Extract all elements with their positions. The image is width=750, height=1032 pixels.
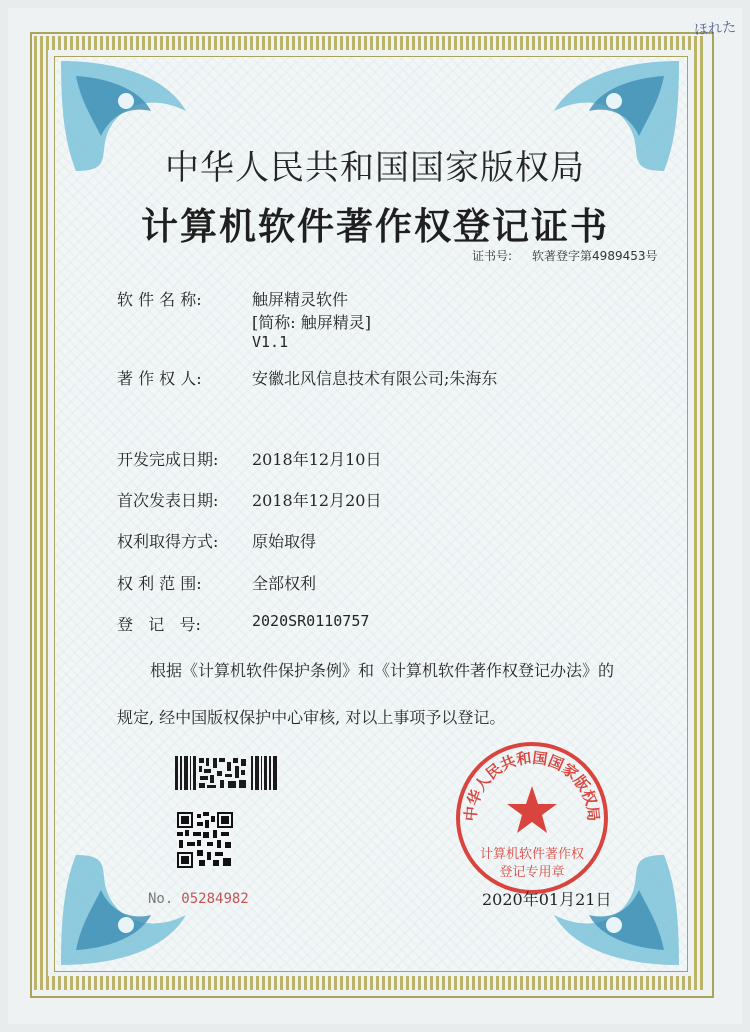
field-label: 登 记 号:	[117, 615, 201, 634]
field-completion-date	[117, 447, 382, 470]
field-value: 原始取得	[252, 532, 317, 551]
certificate-title: 计算机软件著作权登记证书	[141, 204, 609, 248]
field-rights-scope	[117, 571, 317, 594]
official-seal	[452, 738, 612, 898]
seal-line-1: 计算机软件著作权	[479, 847, 585, 862]
field-acquisition-method	[117, 529, 317, 552]
field-value: 2018年12月20日	[252, 491, 382, 510]
field-value: 安徽北风信息技术有限公司;朱海东	[252, 369, 498, 388]
serial-number	[148, 891, 249, 907]
field-value: 2020SR0110757	[252, 612, 370, 630]
software-version: V1.1	[252, 333, 289, 351]
handwritten-note: ほれた	[693, 19, 737, 39]
certificate-number-label: 证书号:	[472, 249, 513, 263]
statement-line-2: 规定, 经中国版权保护中心审核, 对以上事项予以登记。	[117, 708, 506, 727]
field-value: 2018年12月10日	[252, 450, 382, 469]
field-label: 软 件 名 称:	[117, 290, 202, 309]
certificate-number-value: 软著登字第4989453号	[532, 249, 658, 263]
software-short-name: [简称: 触屏精灵]	[252, 313, 371, 332]
field-label: 权利取得方式:	[117, 532, 219, 551]
serial-value: 05284982	[181, 891, 249, 907]
field-publish-date	[117, 488, 382, 511]
field-software-name	[117, 287, 349, 310]
certificate-number	[472, 247, 658, 264]
qr-code	[177, 812, 233, 868]
barcode	[175, 756, 277, 790]
seal-outer-text: 中华人民共和国国家版权局	[461, 748, 603, 822]
field-label: 首次发表日期:	[117, 491, 219, 510]
seal-line-2: 登记专用章	[499, 865, 565, 880]
field-label: 著 作 权 人:	[117, 369, 202, 388]
field-value: 触屏精灵软件	[252, 290, 349, 309]
serial-prefix: No.	[148, 891, 174, 907]
field-copyright-holder	[117, 366, 498, 389]
issue-date: 2020年01月21日	[482, 890, 612, 909]
field-label: 权 利 范 围:	[117, 574, 202, 593]
field-value: 全部权利	[252, 574, 317, 593]
field-label: 开发完成日期:	[117, 450, 219, 469]
field-registration-number	[117, 612, 370, 635]
statement-line-1: 根据《计算机软件保护条例》和《计算机软件著作权登记办法》的	[150, 661, 615, 680]
issuing-organization: 中华人民共和国国家版权局	[165, 148, 585, 188]
